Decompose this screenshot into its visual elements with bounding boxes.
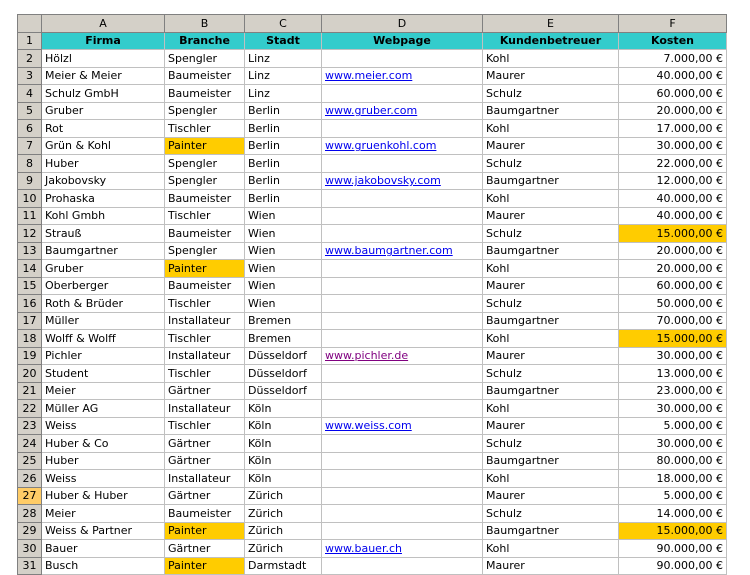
table-row	[18, 277, 727, 295]
webpage-link[interactable]: www.gruber.com	[325, 104, 418, 118]
cell-webpage[interactable]	[322, 260, 483, 278]
cell-stadt[interactable]: Zürich	[245, 487, 322, 505]
table-row	[18, 452, 727, 470]
cell-kundenbetreuer[interactable]: Maurer	[483, 67, 619, 85]
cell-stadt[interactable]: Bremen	[245, 312, 322, 330]
cell-firma[interactable]: Meier	[42, 505, 165, 523]
row-number[interactable]: 21	[18, 382, 42, 400]
cell-stadt[interactable]: Köln	[245, 470, 322, 488]
column-header-d[interactable]: D	[322, 15, 483, 33]
cell-branche[interactable]: Baumeister	[165, 85, 245, 103]
cell-firma[interactable]: Weiss	[42, 470, 165, 488]
row-number[interactable]: 5	[18, 102, 42, 120]
cell-kundenbetreuer[interactable]: Baumgartner	[483, 452, 619, 470]
table-row	[18, 417, 727, 435]
cell-kosten[interactable]: 5.000,00 €	[619, 487, 727, 505]
row-number[interactable]: 10	[18, 190, 42, 208]
cell-stadt[interactable]: Berlin	[245, 190, 322, 208]
cell-branche[interactable]: Tischler	[165, 417, 245, 435]
row-number[interactable]: 23	[18, 417, 42, 435]
table-row	[18, 260, 727, 278]
cell-stadt[interactable]: Bremen	[245, 330, 322, 348]
row-number[interactable]: 22	[18, 400, 42, 418]
cell-firma[interactable]: Student	[42, 365, 165, 383]
row-number[interactable]: 27	[18, 487, 42, 505]
cell-branche[interactable]: Spengler	[165, 242, 245, 260]
webpage-link[interactable]: www.gruenkohl.com	[325, 139, 437, 153]
cell-branche[interactable]: Gärtner	[165, 540, 245, 558]
cell-firma[interactable]: Weiss & Partner	[42, 522, 165, 540]
webpage-link[interactable]: www.bauer.ch	[325, 541, 402, 555]
cell-webpage[interactable]	[322, 225, 483, 243]
cell-kosten[interactable]: 18.000,00 €	[619, 470, 727, 488]
cell-webpage[interactable]	[322, 400, 483, 418]
cell-kundenbetreuer[interactable]: Schulz	[483, 435, 619, 453]
cell-webpage[interactable]	[322, 452, 483, 470]
cell-webpage[interactable]	[322, 435, 483, 453]
cell-kundenbetreuer[interactable]: Kohl	[483, 330, 619, 348]
cell-webpage[interactable]	[322, 417, 483, 435]
cell-kosten[interactable]: 90.000,00 €	[619, 540, 727, 558]
cell-firma[interactable]: Meier & Meier	[42, 67, 165, 85]
table-row	[18, 365, 727, 383]
cell-branche[interactable]: Baumeister	[165, 67, 245, 85]
row-number[interactable]: 12	[18, 225, 42, 243]
cell-kundenbetreuer[interactable]: Schulz	[483, 225, 619, 243]
cell-webpage[interactable]	[322, 67, 483, 85]
column-header-row	[18, 15, 727, 33]
cell-kosten[interactable]: 30.000,00 €	[619, 137, 727, 155]
cell-kundenbetreuer[interactable]: Maurer	[483, 417, 619, 435]
row-number[interactable]: 8	[18, 155, 42, 173]
cell-firma[interactable]: Pichler	[42, 347, 165, 365]
cell-branche[interactable]: Installateur	[165, 400, 245, 418]
cell-webpage[interactable]	[322, 102, 483, 120]
cell-stadt[interactable]: Berlin	[245, 155, 322, 173]
table-row	[18, 102, 727, 120]
cell-stadt[interactable]: Düsseldorf	[245, 365, 322, 383]
cell-webpage[interactable]	[322, 207, 483, 225]
cell-webpage[interactable]	[322, 242, 483, 260]
cell-firma[interactable]: Strauß	[42, 225, 165, 243]
cell-stadt[interactable]: Berlin	[245, 120, 322, 138]
cell-firma[interactable]: Roth & Brüder	[42, 295, 165, 313]
cell-kosten[interactable]: 15.000,00 €	[619, 330, 727, 348]
cell-webpage[interactable]	[322, 470, 483, 488]
cell-firma[interactable]: Grün & Kohl	[42, 137, 165, 155]
cell-branche[interactable]: Painter	[165, 557, 245, 575]
cell-firma[interactable]: Müller AG	[42, 400, 165, 418]
cell-stadt[interactable]: Linz	[245, 67, 322, 85]
select-all-corner[interactable]	[18, 15, 42, 33]
spreadsheet-grid	[17, 14, 727, 575]
cell-kundenbetreuer[interactable]: Kohl	[483, 540, 619, 558]
cell-firma[interactable]: Schulz GmbH	[42, 85, 165, 103]
cell-branche[interactable]: Baumeister	[165, 225, 245, 243]
cell-kosten[interactable]: 12.000,00 €	[619, 172, 727, 190]
cell-firma[interactable]: Busch	[42, 557, 165, 575]
cell-branche[interactable]: Tischler	[165, 120, 245, 138]
cell-webpage[interactable]	[322, 190, 483, 208]
row-number[interactable]: 13	[18, 242, 42, 260]
cell-stadt[interactable]: Berlin	[245, 102, 322, 120]
cell-webpage[interactable]	[322, 172, 483, 190]
cell-kosten[interactable]: 17.000,00 €	[619, 120, 727, 138]
cell-branche[interactable]: Tischler	[165, 365, 245, 383]
cell-kosten[interactable]: 23.000,00 €	[619, 382, 727, 400]
cell-kundenbetreuer[interactable]: Schulz	[483, 505, 619, 523]
cell-stadt[interactable]: Zürich	[245, 540, 322, 558]
cell-kosten[interactable]: 15.000,00 €	[619, 225, 727, 243]
cell-kosten[interactable]: 5.000,00 €	[619, 417, 727, 435]
row-number[interactable]: 9	[18, 172, 42, 190]
cell-kosten[interactable]: 50.000,00 €	[619, 295, 727, 313]
cell-kosten[interactable]: 80.000,00 €	[619, 452, 727, 470]
row-number[interactable]: 29	[18, 522, 42, 540]
cell-webpage[interactable]	[322, 365, 483, 383]
cell-branche[interactable]: Spengler	[165, 155, 245, 173]
table-row	[18, 207, 727, 225]
row-number[interactable]: 16	[18, 295, 42, 313]
row-number[interactable]: 7	[18, 137, 42, 155]
cell-kundenbetreuer[interactable]: Kohl	[483, 50, 619, 68]
cell-branche[interactable]: Painter	[165, 260, 245, 278]
cell-kundenbetreuer[interactable]: Maurer	[483, 207, 619, 225]
cell-stadt[interactable]: Wien	[245, 207, 322, 225]
header-firma[interactable]: Firma	[42, 32, 165, 50]
cell-branche[interactable]: Gärtner	[165, 435, 245, 453]
cell-branche[interactable]: Baumeister	[165, 190, 245, 208]
row-number[interactable]: 30	[18, 540, 42, 558]
cell-firma[interactable]: Huber & Huber	[42, 487, 165, 505]
cell-kosten[interactable]: 60.000,00 €	[619, 277, 727, 295]
header-stadt[interactable]: Stadt	[245, 32, 322, 50]
cell-firma[interactable]: Weiss	[42, 417, 165, 435]
cell-kosten[interactable]: 30.000,00 €	[619, 400, 727, 418]
cell-stadt[interactable]: Düsseldorf	[245, 382, 322, 400]
row-number[interactable]: 26	[18, 470, 42, 488]
row-number[interactable]: 24	[18, 435, 42, 453]
cell-webpage[interactable]	[322, 540, 483, 558]
cell-kosten[interactable]: 22.000,00 €	[619, 155, 727, 173]
table-row	[18, 50, 727, 68]
cell-branche[interactable]: Painter	[165, 522, 245, 540]
cell-stadt[interactable]: Berlin	[245, 172, 322, 190]
cell-kosten[interactable]: 40.000,00 €	[619, 190, 727, 208]
column-header-b[interactable]: B	[165, 15, 245, 33]
cell-webpage[interactable]	[322, 522, 483, 540]
cell-kosten[interactable]: 20.000,00 €	[619, 260, 727, 278]
cell-stadt[interactable]: Wien	[245, 242, 322, 260]
cell-webpage[interactable]	[322, 312, 483, 330]
cell-stadt[interactable]: Linz	[245, 85, 322, 103]
cell-kosten[interactable]: 30.000,00 €	[619, 347, 727, 365]
cell-kundenbetreuer[interactable]: Baumgartner	[483, 522, 619, 540]
cell-webpage[interactable]	[322, 120, 483, 138]
row-number[interactable]: 17	[18, 312, 42, 330]
cell-branche[interactable]: Installateur	[165, 470, 245, 488]
table-row	[18, 155, 727, 173]
cell-firma[interactable]: Wolff & Wolff	[42, 330, 165, 348]
cell-kundenbetreuer[interactable]: Maurer	[483, 487, 619, 505]
cell-webpage[interactable]	[322, 487, 483, 505]
cell-stadt[interactable]: Köln	[245, 417, 322, 435]
table-row	[18, 435, 727, 453]
cell-kosten[interactable]: 70.000,00 €	[619, 312, 727, 330]
cell-branche[interactable]: Spengler	[165, 50, 245, 68]
table-row	[18, 330, 727, 348]
cell-firma[interactable]: Huber & Co	[42, 435, 165, 453]
row-number[interactable]: 25	[18, 452, 42, 470]
cell-stadt[interactable]: Darmstadt	[245, 557, 322, 575]
row-number[interactable]: 31	[18, 557, 42, 575]
table-row	[18, 540, 727, 558]
cell-stadt[interactable]: Zürich	[245, 505, 322, 523]
cell-kundenbetreuer[interactable]: Maurer	[483, 137, 619, 155]
table-row	[18, 172, 727, 190]
cell-firma[interactable]: Gruber	[42, 102, 165, 120]
cell-kundenbetreuer[interactable]: Baumgartner	[483, 102, 619, 120]
cell-firma[interactable]: Kohl Gmbh	[42, 207, 165, 225]
cell-kosten[interactable]: 13.000,00 €	[619, 365, 727, 383]
column-header-f[interactable]: F	[619, 15, 727, 33]
cell-kundenbetreuer[interactable]: Schulz	[483, 365, 619, 383]
cell-firma[interactable]: Baumgartner	[42, 242, 165, 260]
cell-stadt[interactable]: Wien	[245, 260, 322, 278]
cell-branche[interactable]: Baumeister	[165, 505, 245, 523]
table-row	[18, 505, 727, 523]
cell-webpage[interactable]	[322, 155, 483, 173]
cell-branche[interactable]: Tischler	[165, 207, 245, 225]
cell-branche[interactable]: Gärtner	[165, 382, 245, 400]
table-row	[18, 522, 727, 540]
cell-stadt[interactable]: Köln	[245, 435, 322, 453]
table-row	[18, 67, 727, 85]
cell-webpage[interactable]	[322, 137, 483, 155]
cell-firma[interactable]: Huber	[42, 452, 165, 470]
cell-branche[interactable]: Spengler	[165, 102, 245, 120]
cell-stadt[interactable]: Linz	[245, 50, 322, 68]
cell-kundenbetreuer[interactable]: Baumgartner	[483, 242, 619, 260]
cell-kundenbetreuer[interactable]: Schulz	[483, 85, 619, 103]
cell-firma[interactable]: Huber	[42, 155, 165, 173]
cell-kosten[interactable]: 20.000,00 €	[619, 102, 727, 120]
cell-stadt[interactable]: Berlin	[245, 137, 322, 155]
cell-firma[interactable]: Jakobovsky	[42, 172, 165, 190]
cell-stadt[interactable]: Zürich	[245, 522, 322, 540]
cell-firma[interactable]: Oberberger	[42, 277, 165, 295]
cell-stadt[interactable]: Düsseldorf	[245, 347, 322, 365]
table-row	[18, 487, 727, 505]
table-row	[18, 85, 727, 103]
row-number[interactable]: 28	[18, 505, 42, 523]
cell-kundenbetreuer[interactable]: Baumgartner	[483, 172, 619, 190]
cell-webpage[interactable]	[322, 347, 483, 365]
table-row	[18, 347, 727, 365]
row-number[interactable]: 14	[18, 260, 42, 278]
cell-branche[interactable]: Tischler	[165, 295, 245, 313]
table-row	[18, 295, 727, 313]
cell-kundenbetreuer[interactable]: Schulz	[483, 155, 619, 173]
row-number[interactable]: 1	[18, 32, 42, 50]
header-branche[interactable]: Branche	[165, 32, 245, 50]
column-header-c[interactable]: C	[245, 15, 322, 33]
cell-firma[interactable]: Bauer	[42, 540, 165, 558]
table-row	[18, 137, 727, 155]
table-row	[18, 312, 727, 330]
cell-webpage[interactable]	[322, 505, 483, 523]
cell-branche[interactable]: Installateur	[165, 312, 245, 330]
header-kosten[interactable]: Kosten	[619, 32, 727, 50]
cell-kosten[interactable]: 14.000,00 €	[619, 505, 727, 523]
cell-webpage[interactable]	[322, 85, 483, 103]
cell-kundenbetreuer[interactable]: Maurer	[483, 277, 619, 295]
cell-webpage[interactable]	[322, 295, 483, 313]
cell-firma[interactable]: Gruber	[42, 260, 165, 278]
row-number[interactable]: 15	[18, 277, 42, 295]
cell-firma[interactable]: Rot	[42, 120, 165, 138]
cell-kosten[interactable]: 40.000,00 €	[619, 207, 727, 225]
row-number[interactable]: 2	[18, 50, 42, 68]
cell-stadt[interactable]: Wien	[245, 277, 322, 295]
cell-kundenbetreuer[interactable]: Baumgartner	[483, 312, 619, 330]
table-row	[18, 190, 727, 208]
cell-kundenbetreuer[interactable]: Baumgartner	[483, 382, 619, 400]
cell-kosten[interactable]: 15.000,00 €	[619, 522, 727, 540]
cell-firma[interactable]: Meier	[42, 382, 165, 400]
table-row	[18, 400, 727, 418]
webpage-link[interactable]: www.jakobovsky.com	[325, 174, 441, 188]
webpage-link[interactable]: www.meier.com	[325, 69, 413, 83]
row-number[interactable]: 4	[18, 85, 42, 103]
table-header-row	[18, 32, 727, 50]
webpage-link[interactable]: www.baumgartner.com	[325, 244, 453, 258]
row-number[interactable]: 18	[18, 330, 42, 348]
row-number[interactable]: 3	[18, 67, 42, 85]
cell-kundenbetreuer[interactable]: Kohl	[483, 260, 619, 278]
cell-kundenbetreuer[interactable]: Maurer	[483, 347, 619, 365]
cell-stadt[interactable]: Wien	[245, 225, 322, 243]
cell-kosten[interactable]: 40.000,00 €	[619, 67, 727, 85]
cell-stadt[interactable]: Wien	[245, 295, 322, 313]
table-row	[18, 120, 727, 138]
cell-webpage[interactable]	[322, 277, 483, 295]
cell-webpage[interactable]	[322, 50, 483, 68]
cell-firma[interactable]: Prohaska	[42, 190, 165, 208]
row-number[interactable]: 6	[18, 120, 42, 138]
column-header-a[interactable]: A	[42, 15, 165, 33]
table-row	[18, 382, 727, 400]
cell-webpage[interactable]	[322, 382, 483, 400]
cell-kundenbetreuer[interactable]: Schulz	[483, 295, 619, 313]
cell-branche[interactable]: Gärtner	[165, 487, 245, 505]
row-number[interactable]: 11	[18, 207, 42, 225]
table-row	[18, 470, 727, 488]
row-number[interactable]: 20	[18, 365, 42, 383]
header-kundenbetreuer[interactable]: Kundenbetreuer	[483, 32, 619, 50]
cell-firma[interactable]: Müller	[42, 312, 165, 330]
table-row	[18, 225, 727, 243]
cell-kundenbetreuer[interactable]: Kohl	[483, 400, 619, 418]
cell-kosten[interactable]: 7.000,00 €	[619, 50, 727, 68]
cell-firma[interactable]: Hölzl	[42, 50, 165, 68]
cell-kundenbetreuer[interactable]: Kohl	[483, 190, 619, 208]
cell-stadt[interactable]: Köln	[245, 452, 322, 470]
cell-kundenbetreuer[interactable]: Kohl	[483, 120, 619, 138]
cell-stadt[interactable]: Köln	[245, 400, 322, 418]
cell-branche[interactable]: Tischler	[165, 330, 245, 348]
cell-kosten[interactable]: 60.000,00 €	[619, 85, 727, 103]
row-number[interactable]: 19	[18, 347, 42, 365]
cell-kosten[interactable]: 90.000,00 €	[619, 557, 727, 575]
webpage-link[interactable]: www.pichler.de	[325, 349, 409, 363]
cell-kosten[interactable]: 30.000,00 €	[619, 435, 727, 453]
header-webpage[interactable]: Webpage	[322, 32, 483, 50]
cell-kundenbetreuer[interactable]: Kohl	[483, 470, 619, 488]
cell-kosten[interactable]: 20.000,00 €	[619, 242, 727, 260]
cell-kundenbetreuer[interactable]: Maurer	[483, 557, 619, 575]
cell-branche[interactable]: Baumeister	[165, 277, 245, 295]
cell-branche[interactable]: Painter	[165, 137, 245, 155]
cell-branche[interactable]: Spengler	[165, 172, 245, 190]
cell-branche[interactable]: Installateur	[165, 347, 245, 365]
table-row	[18, 242, 727, 260]
webpage-link[interactable]: www.weiss.com	[325, 419, 412, 433]
cell-webpage[interactable]	[322, 330, 483, 348]
cell-branche[interactable]: Gärtner	[165, 452, 245, 470]
column-header-e[interactable]: E	[483, 15, 619, 33]
